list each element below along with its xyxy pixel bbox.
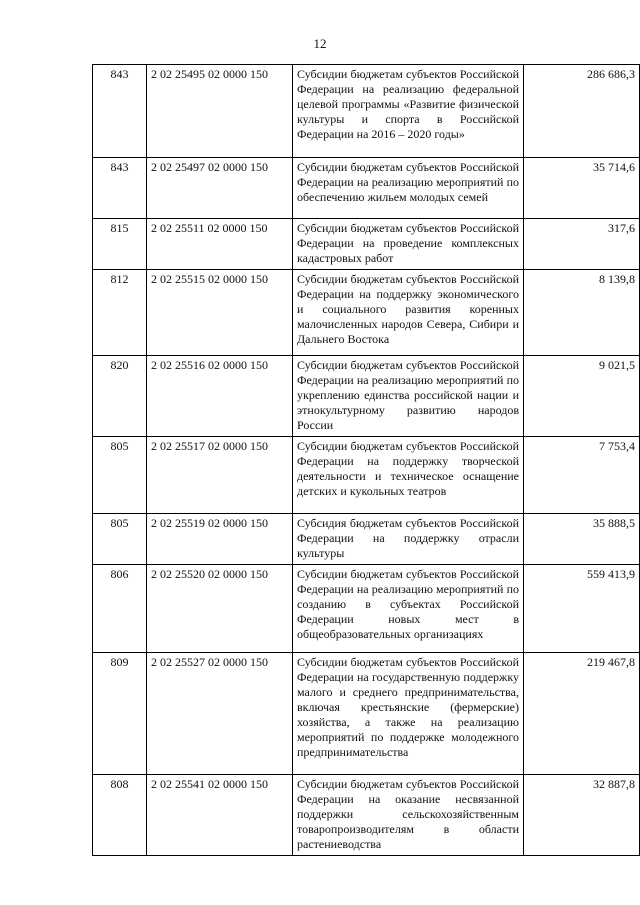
admin-code-cell: 815 — [93, 219, 147, 270]
budget-code-cell: 2 02 25497 02 0000 150 — [147, 158, 293, 219]
description-cell: Субсидия бюджетам субъектов Российской Федерации на поддержку отрасли культуры — [293, 514, 524, 565]
description-cell: Субсидии бюджетам субъектов Российской Федерации на оказание несвязанной поддержки сельскохозяйственным товаропроизводителям в области растениеводства — [293, 775, 524, 856]
admin-code-cell: 809 — [93, 653, 147, 775]
amount-cell: 35 714,6 — [524, 158, 640, 219]
amount-cell: 219 467,8 — [524, 653, 640, 775]
budget-code-cell: 2 02 25520 02 0000 150 — [147, 565, 293, 653]
amount-cell: 559 413,9 — [524, 565, 640, 653]
description-cell: Субсидии бюджетам субъектов Российской Федерации на поддержку творческой деятельности и техническое оснащение детских и кукольных театров — [293, 437, 524, 514]
budget-code-cell: 2 02 25527 02 0000 150 — [147, 653, 293, 775]
table-row — [93, 219, 640, 270]
table-row — [93, 437, 640, 514]
table-row — [93, 653, 640, 775]
amount-cell: 317,6 — [524, 219, 640, 270]
budget-code-cell: 2 02 25541 02 0000 150 — [147, 775, 293, 856]
admin-code-cell: 812 — [93, 270, 147, 356]
table-row — [93, 565, 640, 653]
amount-cell: 286 686,3 — [524, 65, 640, 158]
budget-code-cell: 2 02 25519 02 0000 150 — [147, 514, 293, 565]
table-row — [93, 158, 640, 219]
budget-code-cell: 2 02 25515 02 0000 150 — [147, 270, 293, 356]
budget-code-cell: 2 02 25517 02 0000 150 — [147, 437, 293, 514]
description-cell: Субсидии бюджетам субъектов Российской Федерации на реализацию мероприятий по укреплению единства российской нации и этнокультурному развитию народов России — [293, 356, 524, 437]
description-cell: Субсидии бюджетам субъектов Российской Федерации на государственную поддержку малого и среднего предпринимательства, включая крестьянские (фермерские) хозяйства, а также на реализацию мероприятий по поддержке молодежного предпринимательства — [293, 653, 524, 775]
amount-cell: 35 888,5 — [524, 514, 640, 565]
description-cell: Субсидии бюджетам субъектов Российской Федерации на реализацию федеральной целевой программы «Развитие физической культуры и спорта в Российской Федерации на 2016 – 2020 годы» — [293, 65, 524, 158]
admin-code-cell: 805 — [93, 437, 147, 514]
description-cell: Субсидии бюджетам субъектов Российской Федерации на поддержку экономического и социального развития коренных малочисленных народов Севера, Сибири и Дальнего Востока — [293, 270, 524, 356]
admin-code-cell: 808 — [93, 775, 147, 856]
table-row — [93, 65, 640, 158]
admin-code-cell: 806 — [93, 565, 147, 653]
amount-cell: 9 021,5 — [524, 356, 640, 437]
budget-table — [92, 64, 640, 856]
amount-cell: 8 139,8 — [524, 270, 640, 356]
table-row — [93, 270, 640, 356]
admin-code-cell: 805 — [93, 514, 147, 565]
description-cell: Субсидии бюджетам субъектов Российской Федерации на реализацию мероприятий по обеспечению жильем молодых семей — [293, 158, 524, 219]
amount-cell: 7 753,4 — [524, 437, 640, 514]
amount-cell: 32 887,8 — [524, 775, 640, 856]
table-row — [93, 775, 640, 856]
description-cell: Субсидии бюджетам субъектов Российской Федерации на проведение комплексных кадастровых работ — [293, 219, 524, 270]
table-row — [93, 356, 640, 437]
admin-code-cell: 843 — [93, 65, 147, 158]
table-row — [93, 514, 640, 565]
budget-code-cell: 2 02 25511 02 0000 150 — [147, 219, 293, 270]
admin-code-cell: 820 — [93, 356, 147, 437]
admin-code-cell: 843 — [93, 158, 147, 219]
budget-code-cell: 2 02 25516 02 0000 150 — [147, 356, 293, 437]
page-number: 12 — [313, 36, 327, 51]
description-cell: Субсидии бюджетам субъектов Российской Федерации на реализацию мероприятий по созданию в субъектах Российской Федерации новых мест в общеобразовательных организациях — [293, 565, 524, 653]
budget-code-cell: 2 02 25495 02 0000 150 — [147, 65, 293, 158]
